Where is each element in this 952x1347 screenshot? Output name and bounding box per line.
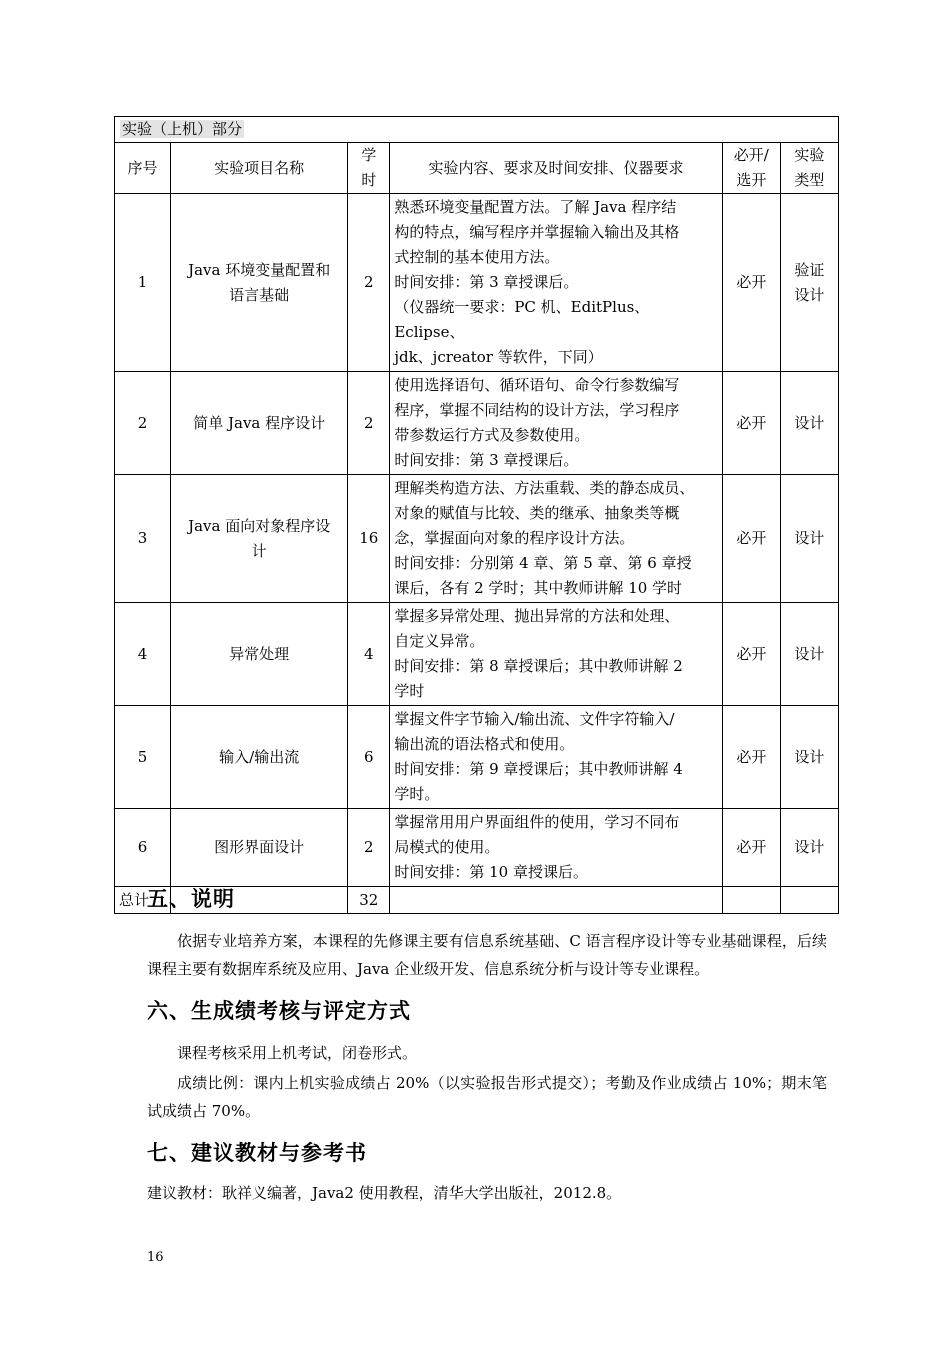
- table-row: [115, 194, 839, 372]
- content-line: 时间安排：第 8 章授课后；其中教师讲解 2: [394, 657, 683, 675]
- row-name: [171, 475, 348, 603]
- content-line: 时间安排：第 9 章授课后；其中教师讲解 4: [394, 760, 683, 778]
- row-number: 6: [115, 809, 171, 887]
- row-type-line1: 验证: [794, 260, 825, 279]
- header-type-line1: 实验: [794, 146, 825, 164]
- row-number: 3: [115, 475, 171, 603]
- total-empty-content: [390, 887, 722, 914]
- content-line: 掌握常用用户界面组件的使用，学习不同布: [394, 813, 680, 831]
- row-type-line2: 设计: [794, 285, 825, 304]
- table-row: [115, 475, 839, 603]
- row-hours: 2: [348, 372, 390, 475]
- row-name: [171, 809, 348, 887]
- section-6-paragraph-1: 课程考核采用上机考试，闭卷形式。: [177, 1044, 418, 1062]
- row-type-line1: 设计: [794, 747, 825, 766]
- row-required: 必开: [722, 475, 780, 603]
- section-7-paragraph: 建议教材：耿祥义编著，Java2 使用教程，清华大学出版社，2012.8。: [147, 1184, 622, 1202]
- total-label: 总计: [115, 887, 171, 914]
- content-line: 时间安排：第 10 章授课后。: [394, 863, 588, 881]
- content-line: 掌握文件字节输入/输出流、文件字符输入/: [394, 710, 675, 728]
- row-content: [390, 706, 722, 809]
- header-required-line1: 必开/: [733, 146, 769, 164]
- row-name-line2: 计: [251, 541, 267, 560]
- content-line: 时间安排：分别第 4 章、第 5 章、第 6 章授: [394, 554, 692, 572]
- row-hours: 6: [348, 706, 390, 809]
- table-header-row: [115, 143, 839, 194]
- row-name-line1: 简单 Java 程序设计: [193, 413, 326, 432]
- table-row: [115, 706, 839, 809]
- row-content: [390, 372, 722, 475]
- row-number: 5: [115, 706, 171, 809]
- header-type: [780, 143, 838, 194]
- row-required: 必开: [722, 603, 780, 706]
- section-6-paragraph-2: 成绩比例：课内上机实验成绩占 20%（以实验报告形式提交）；考勤及作业成绩占 10%；期末笔试成绩占 70%。: [147, 1074, 827, 1120]
- content-line: 构的特点，编写程序并掌握输入输出及其格: [394, 223, 680, 241]
- content-line: 局模式的使用。: [394, 838, 500, 856]
- row-hours: 2: [348, 194, 390, 372]
- content-line: 掌握多异常处理、抛出异常的方法和处理、: [394, 607, 680, 625]
- header-required: [722, 143, 780, 194]
- row-type: [780, 706, 838, 809]
- row-name-line1: 异常处理: [229, 644, 290, 663]
- content-line: 使用选择语句、循环语句、命令行参数编写: [394, 376, 680, 394]
- content-line: jdk、jcreator 等软件，下同）: [394, 348, 603, 366]
- content-line: 时间安排：第 3 章授课后。: [394, 273, 579, 291]
- header-name: 实验项目名称: [171, 143, 348, 194]
- experiment-table: [114, 116, 839, 914]
- header-required-line2: 选开: [736, 171, 767, 189]
- row-type: [780, 372, 838, 475]
- row-type-line1: 设计: [794, 838, 825, 856]
- table-section-row: [115, 117, 839, 143]
- total-empty-required: [722, 887, 780, 914]
- table-row: [115, 809, 839, 887]
- row-hours: 2: [348, 809, 390, 887]
- row-number: 4: [115, 603, 171, 706]
- header-content: 实验内容、要求及时间安排、仪器要求: [390, 143, 722, 194]
- content-line: 输出流的语法格式和使用。: [394, 735, 575, 753]
- content-line: （仪器统一要求：PC 机、EditPlus、Eclipse、: [394, 298, 650, 341]
- total-hours: 32: [348, 887, 390, 914]
- table-row: [115, 372, 839, 475]
- row-type-line1: 设计: [794, 413, 825, 432]
- content-line: 程序，掌握不同结构的设计方法，学习程序: [394, 401, 680, 419]
- content-line: 熟悉环境变量配置方法。了解 Java 程序结: [394, 198, 677, 216]
- section-label: 实验（上机）部分: [122, 120, 243, 138]
- content-line: 理解类构造方法、方法重载、类的静态成员、: [394, 479, 695, 497]
- row-content: [390, 809, 722, 887]
- header-hours-line1: 学: [361, 146, 377, 164]
- row-required: 必开: [722, 194, 780, 372]
- row-content: [390, 475, 722, 603]
- row-name-line1: 图形界面设计: [214, 838, 305, 856]
- header-type-line2: 类型: [794, 171, 825, 189]
- row-content: [390, 194, 722, 372]
- row-hours: 16: [348, 475, 390, 603]
- row-name: [171, 372, 348, 475]
- header-hours-line2: 时: [361, 171, 377, 189]
- row-type-line1: 设计: [794, 529, 825, 547]
- table-row: [115, 603, 839, 706]
- content-line: 对象的赋值与比较、类的继承、抽象类等概: [394, 504, 680, 522]
- content-line: 学时: [394, 682, 425, 700]
- section-5-title: 五、说明: [147, 887, 235, 911]
- header-no: 序号: [115, 143, 171, 194]
- row-name: [171, 194, 348, 372]
- row-number: 1: [115, 194, 171, 372]
- row-type: [780, 603, 838, 706]
- row-name-line1: 输入/输出流: [219, 747, 300, 766]
- row-type: [780, 809, 838, 887]
- row-type-line1: 设计: [794, 644, 825, 663]
- content-line: 式控制的基本使用方法。: [394, 248, 560, 266]
- row-type: [780, 194, 838, 372]
- section-7-title: 七、建议教材与参考书: [147, 1141, 367, 1165]
- section-label-cell: [115, 117, 839, 143]
- row-hours: 4: [348, 603, 390, 706]
- row-name: [171, 603, 348, 706]
- row-required: 必开: [722, 809, 780, 887]
- section-6-title: 六、生成绩考核与评定方式: [147, 999, 411, 1023]
- section-5-paragraph: 依据专业培养方案，本课程的先修课主要有信息系统基础、C 语言程序设计等专业基础课程，后续课程主要有数据库系统及应用、Java 企业级开发、信息系统分析与设计等专业课程。: [147, 932, 827, 978]
- content-line: 自定义异常。: [394, 632, 485, 650]
- row-required: 必开: [722, 372, 780, 475]
- content-line: 学时。: [394, 785, 440, 803]
- row-number: 2: [115, 372, 171, 475]
- header-hours: [348, 143, 390, 194]
- total-empty-type: [780, 887, 838, 914]
- content-line: 时间安排：第 3 章授课后。: [394, 451, 579, 469]
- row-name-line1: Java 面向对象程序设: [188, 516, 331, 535]
- row-name-line2: 语言基础: [229, 285, 290, 304]
- row-required: 必开: [722, 706, 780, 809]
- row-content: [390, 603, 722, 706]
- content-line: 课后，各有 2 学时；其中教师讲解 10 学时: [394, 579, 683, 597]
- row-type: [780, 475, 838, 603]
- content-line: 念，掌握面向对象的程序设计方法。: [394, 529, 635, 547]
- page-number: 16: [147, 1250, 164, 1265]
- row-name: [171, 706, 348, 809]
- row-name-line1: Java 环境变量配置和: [188, 260, 331, 279]
- content-line: 带参数运行方式及参数使用。: [394, 426, 590, 444]
